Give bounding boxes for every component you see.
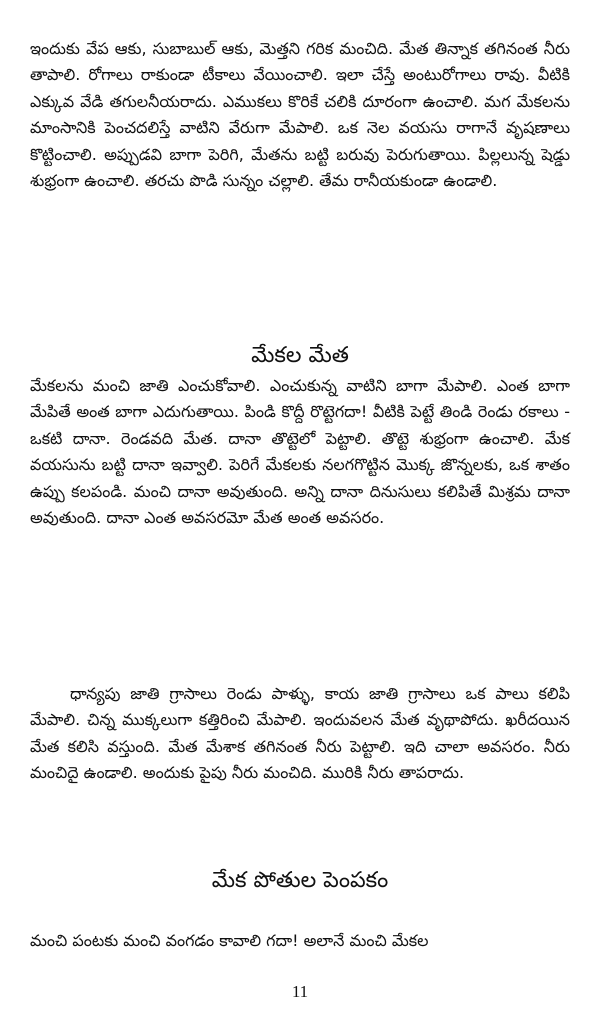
section-heading-goat-feed: మేకల మేత — [251, 343, 349, 368]
paragraph-fodder-mix: ధాన్యపు జాతి గ్రాసాలు రెండు పాళ్ళు, కాయ జాతి గ్రాసాలు ఒక పాలు కలిపి మేపాలి. చిన్న ముక్కలుగా కత్తిరించి మేపాలి. ఇందువలన మేత వృథాపోదు. ఖరీదయిన మేత కలిసి వస్తుంది. మేత మేశాక తగినంత నీరు పెట్టాలి. ఇది చాలా అవసరం. నీరు మంచిదై ఉండాలి. అందుకు పైపు నీరు మంచిది. మురికి నీరు తాపరాదు. — [30, 684, 570, 783]
paragraph-buck-rearing: మంచి పంటకు మంచి వంగడం కావాలి గదా! అలానే మంచి మేకల — [30, 931, 429, 950]
paragraph-feed-types: మేకలను మంచి జాతి ఎంచుకోవాలి. ఎంచుకున్న వాటిని బాగా మేపాలి. ఎంత బాగా మేపితే అంత బాగా ఎదుగుతాయి. పిండి కొద్దీ రొట్టెగదా! వీటికి పెట్టే తిండి రెండు రకాలు - ఒకటి దానా. రెండవది మేత. దానా తొట్టెలో పెట్టాలి. తొట్టె శుభ్రంగా ఉంచాలి. మేక వయసును బట్టి దానా ఇవ్వాలి. పెరిగే మేకలకు నలగగొట్టిన మొక్క జొన్నలకు, ఒక శాతం ఉప్పు కలపండి. మంచి దానా అవుతుంది. అన్ని దానా దినుసులు కలిపితే మిశ్రమ దానా అవుతుంది. దానా ఎంత అవసరమో మేత అంత అవసరం. — [30, 376, 570, 528]
page-number: 11 — [291, 982, 309, 1001]
section-heading-buck-rearing: మేక పోతుల పెంపకం — [211, 868, 389, 893]
paragraph-goat-care: ఇందుకు వేప ఆకు, సుబాబుల్ ఆకు, మెత్తని గరిక మంచిది. మేత తిన్నాక తగినంత నీరు తాపాలి. రోగాలు రాకుండా టీకాలు వేయించాలి. ఇలా చేస్తే అంటురోగాలు రావు. వీటికి ఎక్కువ వేడి తగులనీయరాదు. ఎముకలు కొరికే చలికి దూరంగా ఉంచాలి. మగ మేకలను మాంసానికి పెంచదలిస్తే వాటిని వేరుగా మేపాలి. ఒక నెల వయసు రాగానే వృషణాలు కొట్టించాలి. అప్పుడవి బాగా పెరిగి, మేతను బట్టి బరువు పెరుగుతాయి. పిల్లలున్న షెడ్డు శుభ్రంగా ఉంచాలి. తరచు పొడి సున్నం చల్లాలి. తేమ రానీయకుండా ఉండాలి. — [30, 39, 570, 191]
